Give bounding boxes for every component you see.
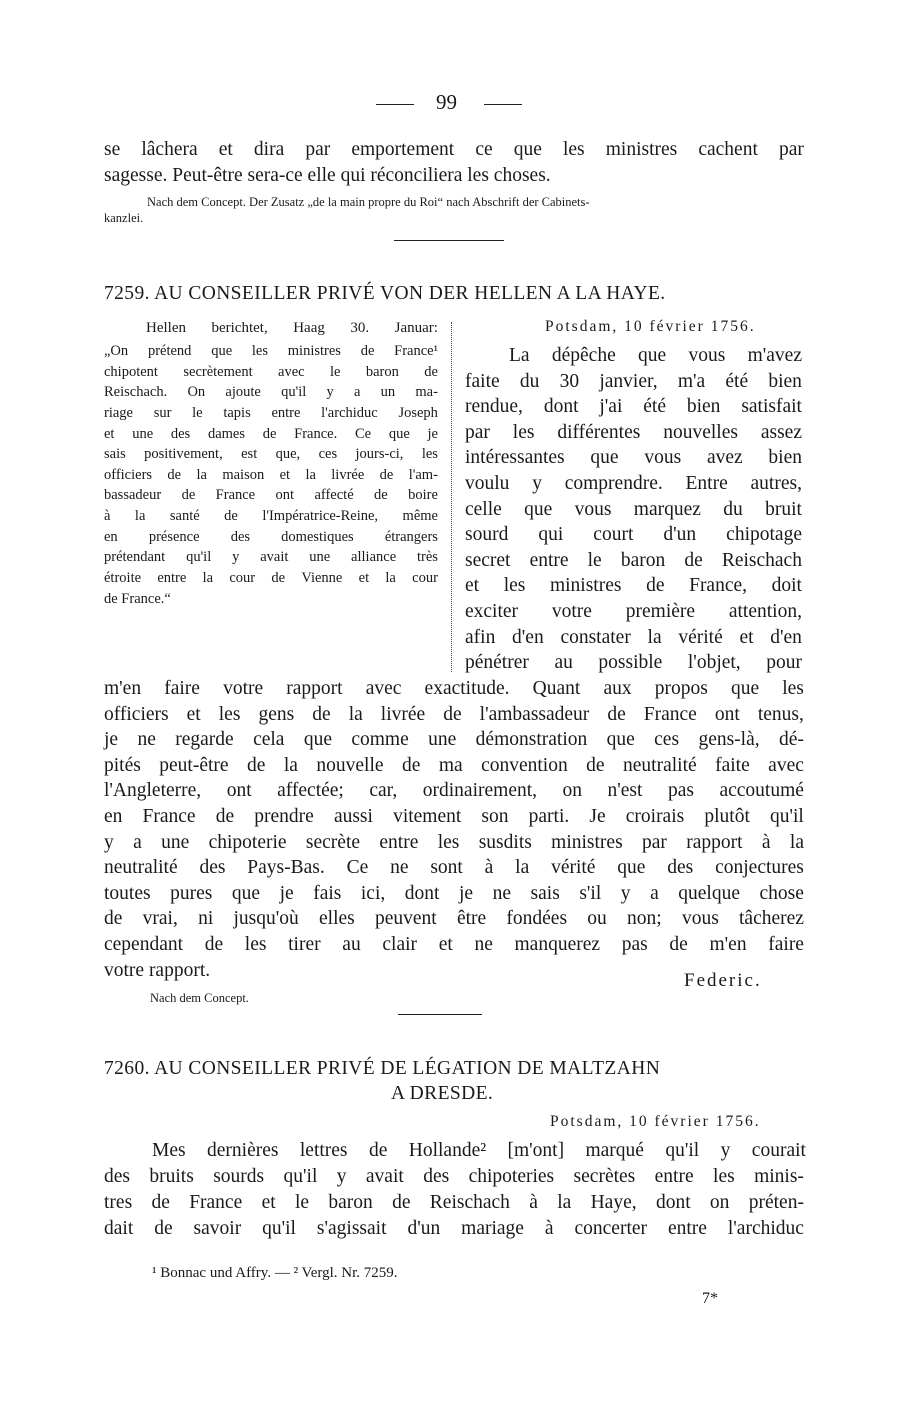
reply-column xyxy=(465,343,802,676)
signature-mark: 7* xyxy=(702,1290,718,1307)
reply-line: secret entre le baron de Reischach xyxy=(465,549,802,571)
letter-7259-line: pités peut-être de la nouvelle de ma convention de neutralité faite avec xyxy=(104,754,804,776)
section-rule-1 xyxy=(394,240,504,241)
report-line: de France.“ xyxy=(104,590,171,607)
continuation-line-2: sagesse. Peut-être sera-ce elle qui réconciliera les choses. xyxy=(104,165,551,186)
letter-7259-line: y a une chipoterie secrète entre les susdits ministres par rapport à la xyxy=(104,831,804,853)
report-line: bassadeur de France ont affecté de boire xyxy=(104,487,438,504)
letter-7260-line: dait de savoir qu'il s'agissait d'un mariage à concerter entre l'archiduc xyxy=(104,1218,804,1239)
report-line: prétendant qu'il y avait une alliance très xyxy=(104,549,438,566)
reply-line: et les ministres de France, doit xyxy=(465,575,802,597)
letter-7259-line: cependant de les tirer au clair et ne manquerez pas de m'en faire xyxy=(104,934,804,955)
report-line: Reischach. On ajoute qu'il y a un ma- xyxy=(104,384,438,401)
report-line: en présence des domestiques étrangers xyxy=(104,528,438,545)
report-line: et une des dames de France. Ce que je xyxy=(104,425,438,442)
letter-7259-source-note: Nach dem Concept. xyxy=(150,991,249,1005)
report-line: „On prétend que les ministres de France¹ xyxy=(104,343,438,359)
reply-line: rendue, dont j'ai été bien satisfait xyxy=(465,396,802,418)
letter-7260-line: tres de France et le baron de Reischach à la Haye, dont on préten- xyxy=(104,1192,804,1213)
letter-7259-line: de vrai, ni jusqu'où elles peuvent être fondées ou non; vous tâcherez xyxy=(104,908,804,930)
reply-line: sourd qui court d'un chipotage xyxy=(465,524,802,546)
reply-line: par les différentes nouvelles assez xyxy=(465,421,802,443)
letter-7259-line: neutralité des Pays-Bas. Ce ne sont à la vérité que des conjectures xyxy=(104,857,804,879)
top-source-note-1: Nach dem Concept. Der Zusatz „de la main propre du Roi“ nach Abschrift der Cabinets- xyxy=(147,195,590,209)
letter-7259-dateline: Potsdam, 10 février 1756. xyxy=(545,318,756,335)
report-line: étroite entre la cour de Vienne et la cour xyxy=(104,570,438,587)
page-number: 99 xyxy=(436,90,457,114)
reply-line: celle que vous marquez du bruit xyxy=(465,498,802,520)
reply-line: afin d'en constater la vérité et d'en xyxy=(465,626,802,648)
page-number-dash-left xyxy=(376,104,414,105)
letter-7260-dateline: Potsdam, 10 février 1756. xyxy=(550,1113,761,1130)
letter-7259-line: votre rapport. xyxy=(104,959,211,981)
report-line: chipotent secrètement avec le baron de xyxy=(104,363,438,380)
reply-line: exciter votre première attention, xyxy=(465,600,802,622)
footnotes: ¹ Bonnac und Affry. — ² Vergl. Nr. 7259. xyxy=(152,1265,398,1281)
reply-line: La dépêche que vous m'avez xyxy=(509,345,802,366)
report-line: officiers de la maison et la livrée de l'am- xyxy=(104,466,438,483)
letter-7259-line: en France de prendre aussi vitement son parti. Je croirais plutôt qu'il xyxy=(104,806,804,827)
letter-7259-line: l'Angleterre, ont affectée; car, ordinairement, on n'est pas accoutumé xyxy=(104,780,804,802)
section-rule-2 xyxy=(398,1014,482,1015)
reply-line: pénétrer au possible l'objet, pour xyxy=(465,652,802,674)
letter-7259-line: toutes pures que je fais ici, dont je ne sais s'il y a quelque chose xyxy=(104,882,804,904)
letter-7260-heading-line2: A DRESDE. xyxy=(391,1083,494,1104)
letter-7260-heading-line1: 7260. AU CONSEILLER PRIVÉ DE LÉGATION DE MALTZAHN xyxy=(104,1058,661,1079)
letter-7259-heading: 7259. AU CONSEILLER PRIVÉ VON DER HELLEN A LA HAYE. xyxy=(104,283,666,304)
signature: Federic. xyxy=(684,970,762,991)
column-divider xyxy=(451,322,452,672)
continuation-line-1: se lâchera et dira par emportement ce que les ministres cachent par xyxy=(104,139,804,160)
report-line: riage sur le tapis entre l'archiduc Joseph xyxy=(104,404,438,421)
letter-7260-line: des bruits sourds qu'il y avait des chipoteries secrètes entre les minis- xyxy=(104,1166,804,1187)
report-line: sais positivement, est que, ces jours-ci, les xyxy=(104,446,438,463)
reply-line: intéressantes que vous avez bien xyxy=(465,447,802,469)
report-line: à la santé de l'Impératrice-Reine, même xyxy=(104,508,438,525)
report-column xyxy=(104,318,438,609)
letter-7259-line: officiers et les gens de la livrée de l'ambassadeur de France ont tenus, xyxy=(104,703,804,725)
top-source-note-2: kanzlei. xyxy=(104,211,144,225)
letter-7259-line: m'en faire votre rapport avec exactitude. Quant aux propos que les xyxy=(104,678,804,699)
reply-line: faite du 30 janvier, m'a été bien xyxy=(465,370,802,392)
letter-7259-line: je ne regarde cela que comme une démonstration que ces gens-là, dé- xyxy=(104,729,804,751)
report-line: Hellen berichtet, Haag 30. Januar: xyxy=(146,320,438,336)
page-number-dash-right xyxy=(484,104,522,105)
letter-7260-line: Mes dernières lettres de Hollande² [m'ont] marqué qu'il y courait xyxy=(152,1140,806,1161)
reply-line: voulu y comprendre. Entre autres, xyxy=(465,472,802,494)
